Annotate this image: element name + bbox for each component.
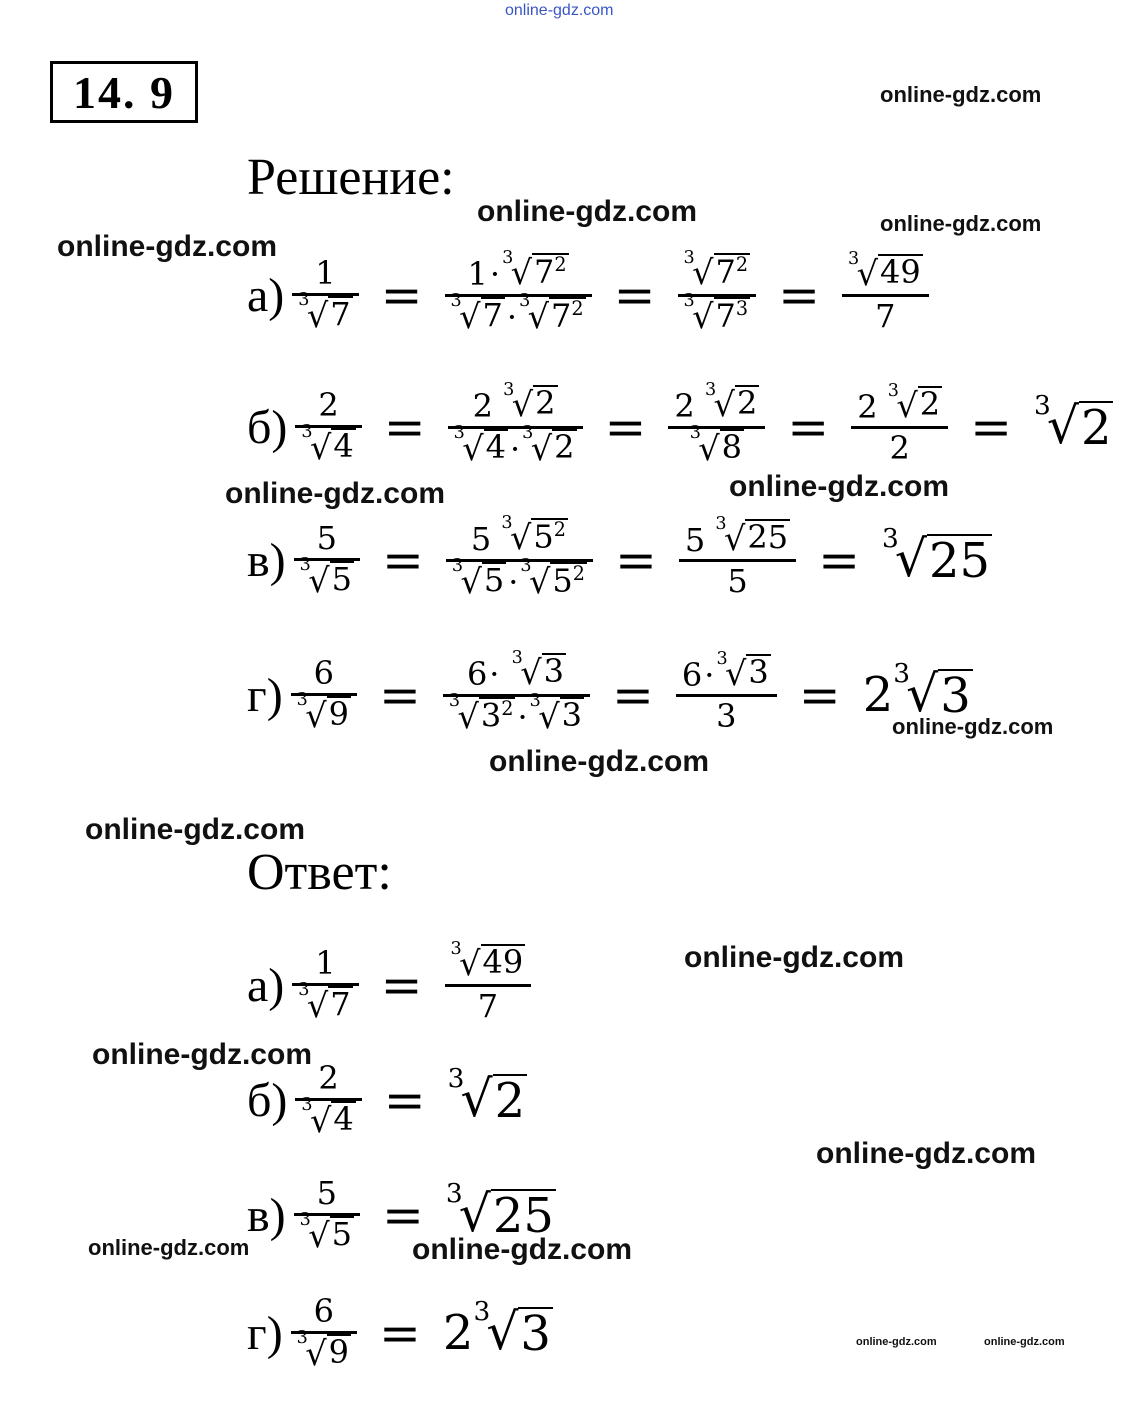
fraction: 1 3 √ 7 — [292, 254, 358, 336]
item-label: а) — [247, 958, 285, 1012]
watermark: online-gdz.com — [816, 1137, 1036, 1170]
watermark: online-gdz.com — [225, 477, 445, 510]
watermark: online-gdz.com — [880, 211, 1042, 236]
watermark: online-gdz.com — [856, 1336, 937, 1348]
result: 3 √ 25 — [445, 1177, 554, 1244]
solution-row-v: в) 5 3 √ 5 = 5 3 √ $5^2$ 3 √ 5 · 3 √ $5^2$ = 5 3 √ 25 5 = 3 √ 25 — [247, 512, 991, 602]
fraction: 5 3 √ 5 — [294, 519, 360, 601]
watermark: online-gdz.com — [489, 745, 709, 778]
watermark: online-gdz.com — [984, 1336, 1065, 1348]
fraction: 2 3 √ 2 3 √ 8 — [668, 385, 765, 469]
fraction: 6 · 3 √ 3 3 — [676, 654, 777, 736]
fraction: 2 3 √ 2 3 √ 4 · 3 √ 2 — [448, 385, 583, 469]
fraction: 1 · 3 √ $7^2$ 3 √ 7 · 3 √ $7^2$ — [445, 253, 592, 337]
item-label: г) — [247, 668, 283, 722]
watermark-top: online-gdz.com — [505, 2, 614, 19]
watermark: online-gdz.com — [880, 82, 1042, 107]
watermark: online-gdz.com — [85, 813, 305, 846]
fraction: 5 3 √ 25 5 — [679, 519, 796, 601]
watermark: online-gdz.com — [92, 1038, 312, 1071]
problem-number: 14. 9 — [50, 61, 198, 123]
fraction: 5 3 √ 5 — [294, 1174, 360, 1256]
solution-row-g: г) 6 3 √ 9 = 6 · 3 √ 3 3 √ $3^2$ · 3 √ 3 = 6 · 3 √ 3 3 = 2 3 √ 3 — [247, 647, 971, 737]
fraction: 3 √ $7^2$ 3 √ $7^3$ — [678, 253, 757, 337]
fraction: 6 3 √ 9 — [291, 654, 357, 736]
item-label: г) — [247, 1306, 283, 1360]
watermark: online-gdz.com — [57, 230, 277, 263]
answer-heading: Ответ: — [247, 844, 392, 901]
item-label: б) — [247, 1073, 288, 1127]
fraction: 1 3 √ 7 — [292, 944, 358, 1026]
watermark: online-gdz.com — [88, 1235, 250, 1260]
watermark: online-gdz.com — [892, 714, 1054, 739]
fraction: 2 3 √ 2 2 — [851, 386, 948, 468]
item-label: в) — [247, 1188, 286, 1242]
solution-row-b: б) 2 3 √ 4 = 2 3 √ 2 3 √ 4 · 3 √ 2 = 2 3 √ 2 3 √ 8 = 2 3 √ 2 2 = 3 √ 2 — [247, 379, 1112, 469]
watermark: online-gdz.com — [684, 941, 904, 974]
fraction: 5 3 √ $5^2$ 3 √ 5 · 3 √ $5^2$ — [446, 518, 593, 602]
answer-row-v: в) 5 3 √ 5 = 3 √ 25 — [247, 1174, 554, 1255]
item-label: б) — [247, 400, 288, 454]
fraction: 2 3 √ 4 — [295, 1059, 361, 1141]
fraction: 6 · 3 √ 3 3 √ $3^2$ · 3 √ 3 — [443, 653, 590, 737]
result: 3 √ 2 — [1033, 389, 1112, 456]
answer-row-a: а) 1 3 √ 7 = 3 √ 49 7 — [247, 930, 531, 1040]
watermark: online-gdz.com — [729, 470, 949, 503]
result: 3 √ 2 — [447, 1062, 526, 1129]
result: 2 3 √ 3 — [442, 1295, 551, 1362]
item-label: а) — [247, 268, 285, 322]
answer-row-g: г) 6 3 √ 9 = 2 3 √ 3 — [247, 1292, 551, 1373]
solution-heading: Решение: — [247, 149, 455, 206]
item-label: в) — [247, 533, 286, 587]
fraction: 6 3 √ 9 — [291, 1292, 357, 1374]
watermark: online-gdz.com — [477, 195, 697, 228]
result: 2 3 √ 3 — [862, 657, 971, 724]
watermark: online-gdz.com — [412, 1233, 632, 1266]
fraction: 2 3 √ 4 — [295, 386, 361, 468]
result: 3 √ 25 — [882, 522, 991, 589]
solution-row-a: а) 1 3 √ 7 = 1 · 3 √ $7^2$ 3 √ 7 · 3 √ $7^2$ = 3 √ $7^2$ 3 √ $7^3$ = 3 √ 49 7 — [247, 240, 929, 350]
fraction: 3 √ 49 7 — [842, 254, 929, 336]
fraction: 3 √ 49 7 — [445, 944, 532, 1026]
answer-row-b: б) 2 3 √ 4 = 3 √ 2 — [247, 1059, 526, 1140]
